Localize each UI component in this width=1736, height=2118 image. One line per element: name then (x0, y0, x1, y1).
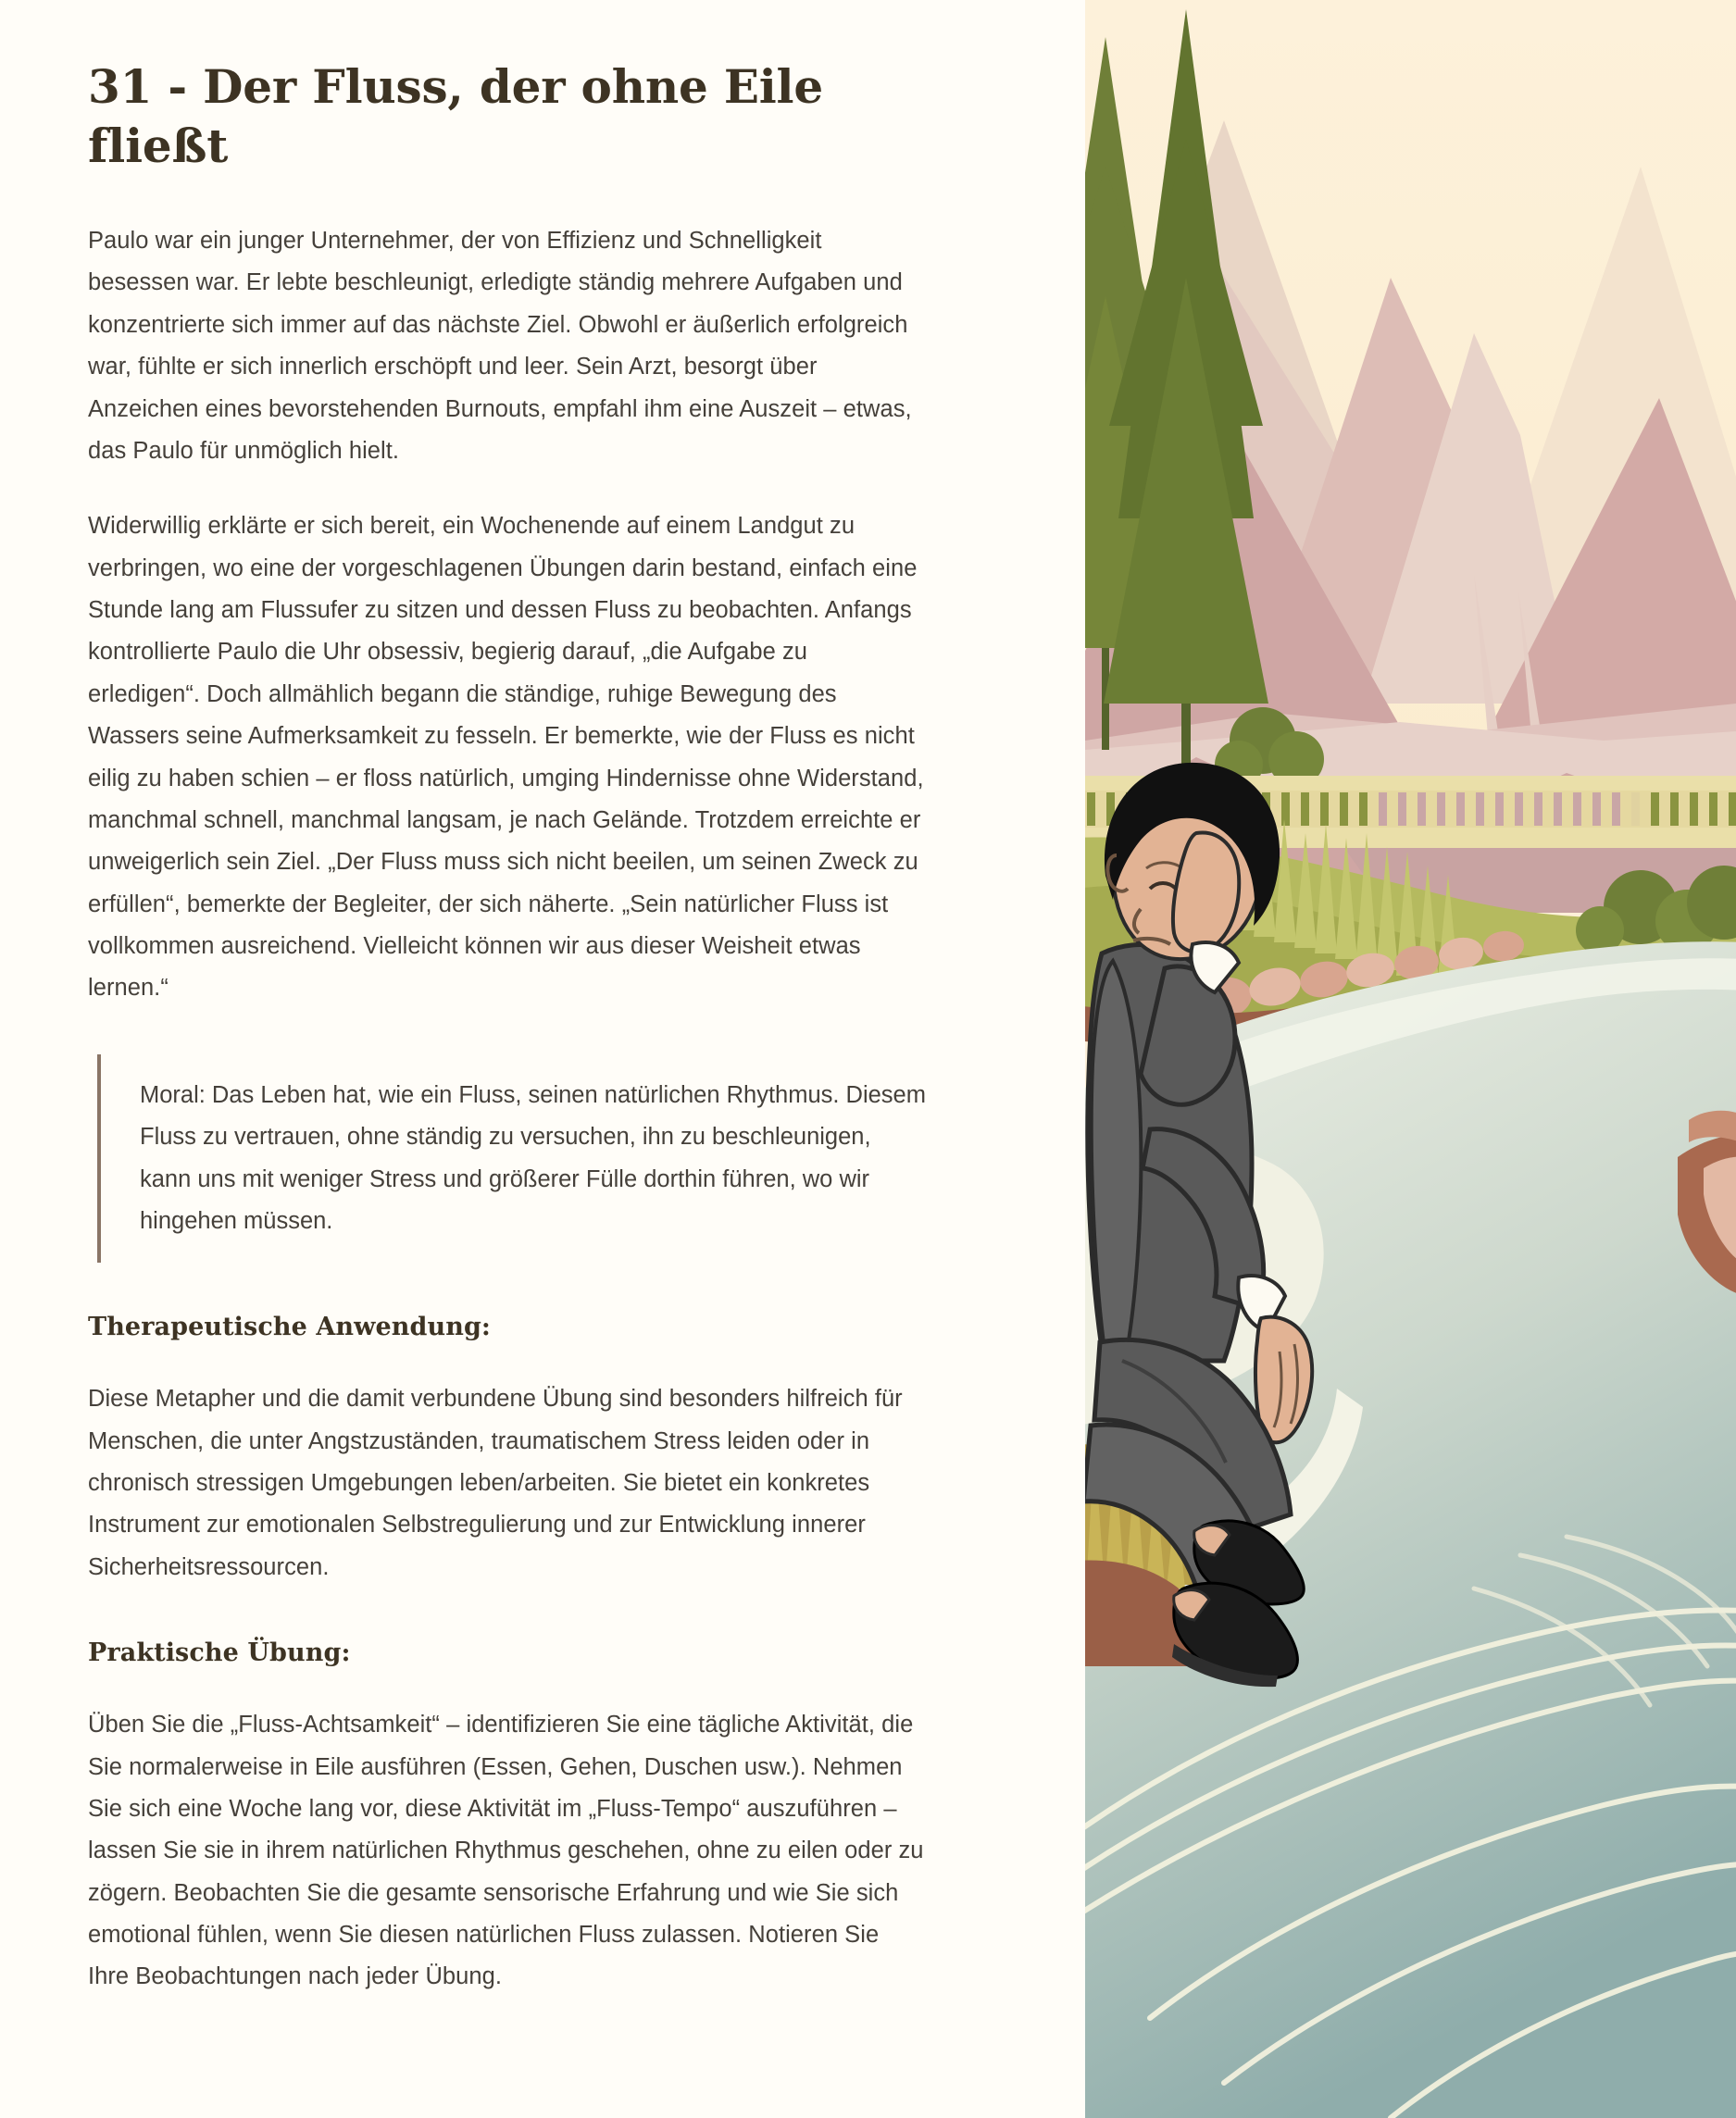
page-title: 31 - Der Fluss, der ohne Eile fließt (88, 59, 823, 173)
moral-blockquote (97, 1054, 926, 1264)
heading-therapeutic-application: Therapeutische Anwendung: (88, 1313, 492, 1342)
paragraph-1: Paulo war ein junger Unternehmer, der von Effizienz und Schnelligkeit besessen war. Er lebte beschleunigt, erledigte ständig mehrere Aufgaben und konzentrierte sich immer auf das nächste Ziel. Obwohl er äußerlich erfolgreich war, fühlte er sich innerlich erschöpft und leer. Sein Arzt, besorgt über Anzeichen eines bevorstehenden Burnouts, empfahl ihm eine Auszeit – etwas, das Paulo für unmöglich hielt. (88, 228, 912, 464)
paragraph-2: Widerwillig erklärte er sich bereit, ein Wochenende auf einem Landgut zu verbringen, wo eine der vorgeschlagenen Übungen darin bestand, einfach eine Stunde lang am Flussufer zu sitzen und dessen Fluss zu beobachten. Anfangs kontrollierte Paulo die Uhr obsessiv, begierig darauf, „die Aufgabe zu erledigen“. Doch allmählich begann die ständige, ruhige Bewegung des Wassers seine Aufmerksamkeit zu fesseln. Er bemerkte, wie der Fluss es nicht eilig zu haben schien – er floss natürlich, umging Hindernisse ohne Widerstand, manchmal schnell, manchmal langsam, je nach Gelände. Trotzdem erreichte er unweigerlich sein Ziel. „Der Fluss muss sich nicht beeilen, um seinen Zweck zu erfüllen“, bemerkte der Begleiter, der sich näherte. „Sein natürlicher Fluss ist vollkommen ausreichend. Vielleicht können wir aus dieser Weisheit etwas lernen.“ (88, 513, 924, 1002)
illustration-panel (1085, 0, 1736, 2118)
riverside-illustration (1085, 0, 1736, 2118)
therapeutic-application-text: Diese Metapher und die damit verbundene Übung sind besonders hilfreich für Menschen, die unter Angstzuständen, traumatischem Stress leiden oder in chronisch stressigen Umgebungen leben/arbeiten. Sie bietet ein konkretes Instrument zur emotionalen Selbstregulierung und zur Entwicklung innerer Sicherheitsressourcen. (88, 1386, 903, 1580)
practical-exercise-text: Üben Sie die „Fluss-Achtsamkeit“ – identifizieren Sie eine tägliche Aktivität, die Sie normalerweise in Eile ausführen (Essen, Gehen, Duschen usw.). Nehmen Sie sich eine Woche lang vor, diese Aktivität im „Fluss-Tempo“ auszuführen – lassen Sie sie in ihrem natürlichen Rhythmus geschehen, ohne zu eilen oder zu zögern. Beobachten Sie die gesamte sensorische Erfahrung und wie Sie sich emotional fühlen, wenn Sie diesen natürlichen Fluss zulassen. Notieren Sie Ihre Beobachtungen nach jeder Übung. (88, 1712, 924, 1990)
moral-text: Moral: Das Leben hat, wie ein Fluss, seinen natürlichen Rhythmus. Diesem Fluss zu vertrauen, ohne ständig zu versuchen, ihn zu beschleunigen, kann uns mit weniger Stress und größerer Fülle dorthin führen, wo wir hingehen müssen. (140, 1081, 926, 1234)
heading-practical-exercise: Praktische Übung: (88, 1638, 351, 1668)
